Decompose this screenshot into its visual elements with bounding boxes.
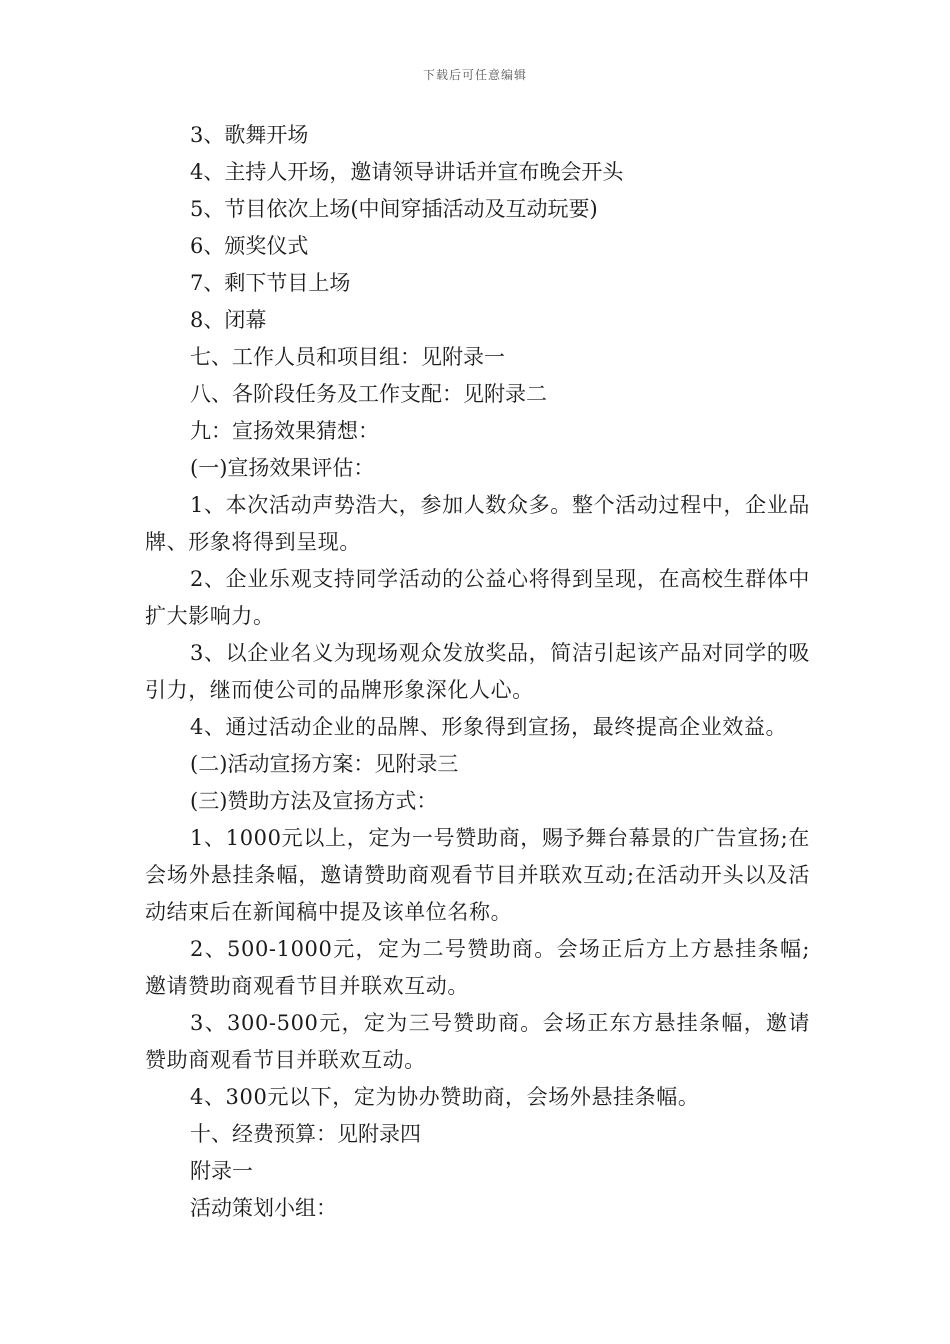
list-item: 7、剩下节目上场 xyxy=(190,271,351,295)
paragraph: 2、企业乐观支持同学活动的公益心将得到呈现，在高校生群体中扩大影响力。 xyxy=(145,567,810,628)
section-heading: 七、工作人员和项目组：见附录一 xyxy=(190,345,505,369)
section-heading: 八、各阶段任务及工作支配：见附录二 xyxy=(190,382,547,406)
subsection-heading: (三)赞助方法及宣扬方式： xyxy=(190,789,438,813)
paragraph: 2、500-1000元，定为二号赞助商。会场正后方上方悬挂条幅;邀请赞助商观看节目并联欢互动。 xyxy=(145,937,810,998)
list-item: 4、主持人开场，邀请领导讲话并宣布晚会开头 xyxy=(190,160,624,184)
paragraph: 3、以企业名义为现场观众发放奖品，简洁引起该产品对同学的吸引力，继而使公司的品牌形象深化人心。 xyxy=(145,641,810,702)
list-item: 6、颁奖仪式 xyxy=(190,234,309,258)
document-body xyxy=(145,117,810,1227)
paragraph: 4、通过活动企业的品牌、形象得到宣扬，最终提高企业效益。 xyxy=(190,715,788,739)
page-header: 下载后可任意编辑 xyxy=(422,68,527,82)
appendix-title: 附录一 xyxy=(190,1159,253,1183)
list-item: 8、闭幕 xyxy=(190,308,267,332)
appendix-subtitle: 活动策划小组： xyxy=(190,1196,337,1220)
section-heading: 十、经费预算：见附录四 xyxy=(190,1122,421,1146)
subsection-heading: (一)宣扬效果评估： xyxy=(190,456,375,480)
paragraph: 1、本次活动声势浩大，参加人数众多。整个活动过程中，企业品牌、形象将得到呈现。 xyxy=(145,493,810,554)
list-item: 3、歌舞开场 xyxy=(190,123,309,147)
paragraph: 1、1000元以上，定为一号赞助商，赐予舞台幕景的广告宣扬;在会场外悬挂条幅，邀请赞助商观看节目并联欢互动;在活动开头以及活动结束后在新闻稿中提及该单位名称。 xyxy=(145,826,810,924)
paragraph: 4、300元以下，定为协办赞助商，会场外悬挂条幅。 xyxy=(190,1085,700,1109)
subsection-heading: (二)活动宣扬方案：见附录三 xyxy=(190,752,459,776)
list-item: 5、节目依次上场(中间穿插活动及互动玩要) xyxy=(190,197,598,221)
section-heading: 九：宣扬效果猜想： xyxy=(190,419,379,443)
paragraph: 3、300-500元，定为三号赞助商。会场正东方悬挂条幅，邀请赞助商观看节目并联欢互动。 xyxy=(145,1011,810,1072)
